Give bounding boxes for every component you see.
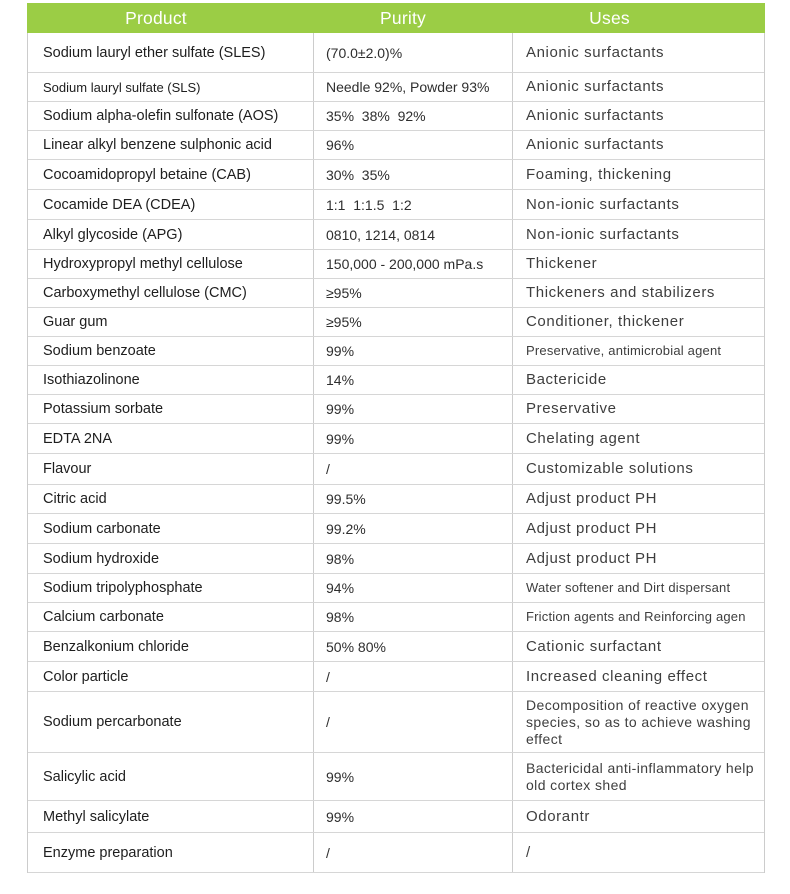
uses-cell: Chelating agent (512, 424, 764, 453)
product-cell: Sodium lauryl ether sulfate (SLES) (43, 44, 266, 61)
product-cell: Sodium lauryl sulfate (SLS) (43, 79, 201, 95)
uses-cell: Odorantr (512, 801, 764, 832)
purity-cell: / (313, 454, 512, 484)
product-cell: Sodium percarbonate (43, 714, 182, 730)
product-cell: Sodium tripolyphosphate (43, 580, 203, 596)
uses-cell: Preservative, antimicrobial agent (512, 337, 764, 365)
uses-cell: Friction agents and Reinforcing agen (512, 603, 764, 631)
uses-cell: Decomposition of reactive oxygen species, so as to achieve washing effect (512, 692, 764, 752)
purity-cell: ≥95% (313, 279, 512, 307)
table-row (28, 514, 764, 544)
purity-cell: 50% 80% (313, 632, 512, 661)
purity-cell: 98% (313, 603, 512, 631)
uses-cell: Bactericide (512, 366, 764, 394)
table-row (28, 692, 764, 753)
uses-cell: Increased cleaning effect (512, 662, 764, 691)
product-cell: Alkyl glycoside (APG) (43, 226, 183, 243)
header-label-product: Product (125, 7, 187, 28)
product-table (27, 3, 765, 873)
uses-cell: Preservative (512, 395, 764, 423)
purity-cell: ≥95% (313, 308, 512, 336)
purity-cell: Needle 92%, Powder 93% (313, 73, 512, 101)
product-cell: Calcium carbonate (43, 609, 164, 625)
uses-cell: Thickeners and stabilizers (512, 279, 764, 307)
table-row (28, 33, 764, 73)
uses-cell: Adjust product PH (512, 544, 764, 573)
product-cell: Cocoamidopropyl betaine (CAB) (43, 166, 251, 183)
uses-cell: Water softener and Dirt dispersant (512, 574, 764, 602)
uses-cell: Non-ionic surfactants (512, 190, 764, 219)
purity-cell: / (313, 662, 512, 691)
product-cell: Hydroxypropyl methyl cellulose (43, 256, 243, 272)
uses-cell: Adjust product PH (512, 514, 764, 543)
product-cell: Guar gum (43, 314, 108, 330)
uses-cell: Non-ionic surfactants (512, 220, 764, 249)
purity-cell: 99% (313, 801, 512, 832)
uses-cell: Conditioner, thickener (512, 308, 764, 336)
purity-cell: 150,000 - 200,000 mPa.s (313, 250, 512, 278)
product-cell: Carboxymethyl cellulose (CMC) (43, 285, 247, 301)
table-row (28, 454, 764, 485)
table-row (28, 544, 764, 574)
purity-cell: 1:1 1:1.5 1:2 (313, 190, 512, 219)
product-cell: Sodium alpha-olefin sulfonate (AOS) (43, 108, 279, 124)
product-cell: Isothiazolinone (43, 372, 140, 388)
table-row (28, 131, 764, 160)
table-row (28, 833, 764, 873)
purity-cell: 35% 38% 92% (313, 102, 512, 130)
product-cell: Cocamide DEA (CDEA) (43, 196, 196, 213)
purity-cell: 99.2% (313, 514, 512, 543)
purity-cell: 99% (313, 753, 512, 800)
uses-cell: / (512, 833, 764, 872)
table-row (28, 160, 764, 190)
product-cell: Potassium sorbate (43, 401, 164, 417)
purity-cell: 94% (313, 574, 512, 602)
product-cell: Color particle (43, 668, 129, 685)
purity-cell: 96% (313, 131, 512, 159)
table-row (28, 801, 764, 833)
product-cell: Sodium hydroxide (43, 550, 160, 567)
purity-cell: 99.5% (313, 485, 512, 513)
table-row (28, 220, 764, 250)
purity-cell: 99% (313, 337, 512, 365)
purity-cell: 14% (313, 366, 512, 394)
table-row (28, 395, 764, 424)
header-cell-product (27, 3, 312, 33)
product-cell: Enzyme preparation (43, 844, 173, 861)
table-row (28, 485, 764, 514)
table-body (27, 33, 765, 873)
table-row (28, 574, 764, 603)
purity-cell: 30% 35% (313, 160, 512, 189)
table-row (28, 308, 764, 337)
purity-cell: 0810, 1214, 0814 (313, 220, 512, 249)
uses-cell: Customizable solutions (512, 454, 764, 484)
uses-cell: Thickener (512, 250, 764, 278)
product-cell: Sodium carbonate (43, 520, 161, 537)
table-row (28, 102, 764, 131)
table-row (28, 250, 764, 279)
header-cell-purity (312, 3, 511, 33)
header-label-uses: Uses (589, 7, 630, 28)
purity-cell: 99% (313, 395, 512, 423)
table-row (28, 632, 764, 662)
product-cell: EDTA 2NA (43, 430, 113, 447)
table-row (28, 279, 764, 308)
header-label-purity: Purity (380, 7, 426, 28)
table-row (28, 337, 764, 366)
uses-cell: Anionic surfactants (512, 102, 764, 130)
purity-cell: 99% (313, 424, 512, 453)
header-cell-uses (511, 3, 765, 33)
uses-cell: Anionic surfactants (512, 73, 764, 101)
table-header-row (27, 3, 765, 33)
table-row (28, 662, 764, 692)
uses-cell: Adjust product PH (512, 485, 764, 513)
product-cell: Methyl salicylate (43, 808, 150, 825)
product-cell: Salicylic acid (43, 768, 126, 785)
product-cell: Benzalkonium chloride (43, 638, 189, 655)
table-row (28, 366, 764, 395)
purity-cell: (70.0±2.0)% (313, 33, 512, 72)
table-row (28, 424, 764, 454)
purity-cell: 98% (313, 544, 512, 573)
uses-cell: Foaming, thickening (512, 160, 764, 189)
product-cell: Sodium benzoate (43, 343, 156, 359)
uses-cell: Anionic surfactants (512, 33, 764, 72)
table-row (28, 190, 764, 220)
uses-cell: Anionic surfactants (512, 131, 764, 159)
purity-cell: / (313, 833, 512, 872)
uses-cell: Bactericidal anti-inflammatory help old cortex shed (512, 753, 764, 800)
table-row (28, 603, 764, 632)
product-cell: Linear alkyl benzene sulphonic acid (43, 137, 272, 153)
product-cell: Flavour (43, 461, 92, 477)
uses-cell: Cationic surfactant (512, 632, 764, 661)
product-cell: Citric acid (43, 491, 107, 507)
table-row (28, 73, 764, 102)
table-row (28, 753, 764, 801)
purity-cell: / (313, 692, 512, 752)
